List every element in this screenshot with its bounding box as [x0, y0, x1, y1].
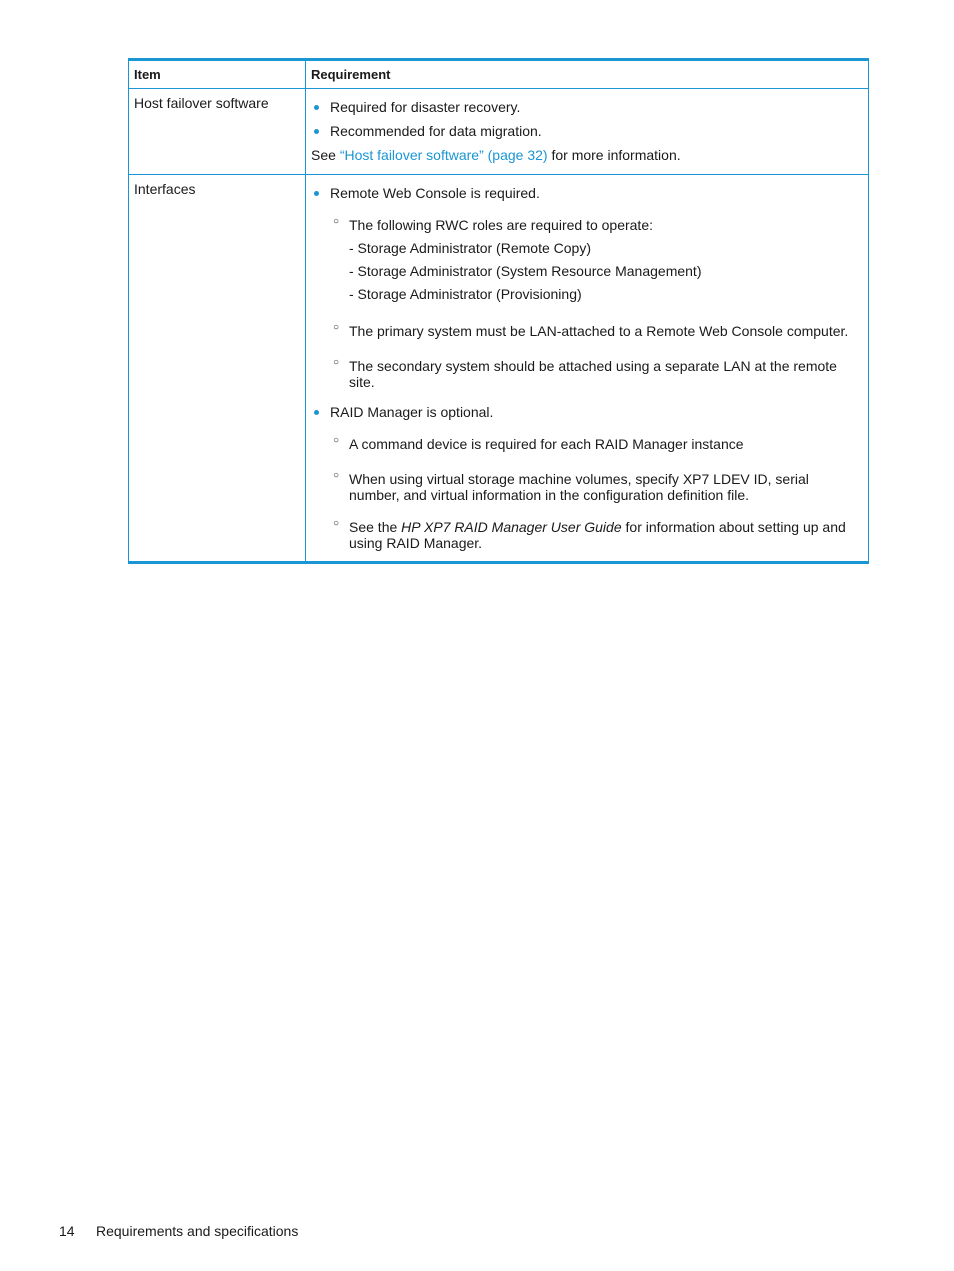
bullet-dot-icon	[314, 410, 319, 415]
header-item: Item	[129, 60, 306, 89]
list-item: ○ See the HP XP7 RAID Manager User Guide for information about setting up and using RAID Manager.	[333, 518, 846, 551]
header-requirement: Requirement	[306, 60, 869, 89]
sub-list	[311, 217, 863, 390]
bullet-dot-icon	[314, 191, 319, 196]
section-title: Requirements and specifications	[96, 1223, 299, 1239]
circle-bullet-icon: ○	[333, 357, 340, 368]
bullet-list	[311, 404, 863, 420]
list-item: ○ The following RWC roles are required to operate: - Storage Administrator (Remote Copy) - Storage Administrator (System Resource Management) - Storage Administrator (Provisioning)	[333, 216, 702, 302]
circle-bullet-icon: ○	[333, 518, 340, 529]
requirements-table	[128, 58, 869, 564]
list-item: ○ The secondary system should be attached using a separate LAN at the remote site.	[333, 357, 837, 390]
table-row	[129, 175, 869, 563]
requirement-cell	[306, 89, 869, 175]
circle-bullet-icon: ○	[333, 322, 340, 333]
list-item: Recommended for data migration.	[311, 123, 863, 139]
circle-bullet-icon: ○	[333, 435, 340, 446]
requirement-cell	[306, 175, 869, 563]
bullet-dot-icon	[314, 105, 319, 110]
circle-bullet-icon: ○	[333, 216, 340, 227]
circle-bullet-icon: ○	[333, 470, 340, 481]
page-footer	[59, 1223, 298, 1239]
see-also-line: See “Host failover software” (page 32) for more information.	[311, 147, 681, 163]
list-item: Required for disaster recovery.	[311, 99, 863, 115]
page-number: 14	[59, 1223, 75, 1239]
host-failover-link[interactable]: “Host failover software” (page 32)	[339, 147, 548, 163]
table-row	[129, 89, 869, 175]
list-item: ○ The primary system must be LAN-attached to a Remote Web Console computer.	[333, 322, 849, 339]
item-cell: Host failover software	[129, 89, 306, 175]
bullet-dot-icon	[314, 129, 319, 134]
sub-list	[311, 436, 863, 551]
guide-title: HP XP7 RAID Manager User Guide	[401, 519, 622, 535]
bullet-list	[311, 185, 863, 201]
list-item: RAID Manager is optional.	[311, 404, 863, 420]
item-cell: Interfaces	[129, 175, 306, 563]
table-header-row	[129, 60, 869, 89]
bullet-list	[311, 99, 863, 139]
list-item: ○ When using virtual storage machine volumes, specify XP7 LDEV ID, serial number, and virtual information in the configuration definition file.	[333, 470, 809, 503]
list-item: ○ A command device is required for each RAID Manager instance	[333, 435, 744, 452]
list-item: Remote Web Console is required.	[311, 185, 863, 201]
